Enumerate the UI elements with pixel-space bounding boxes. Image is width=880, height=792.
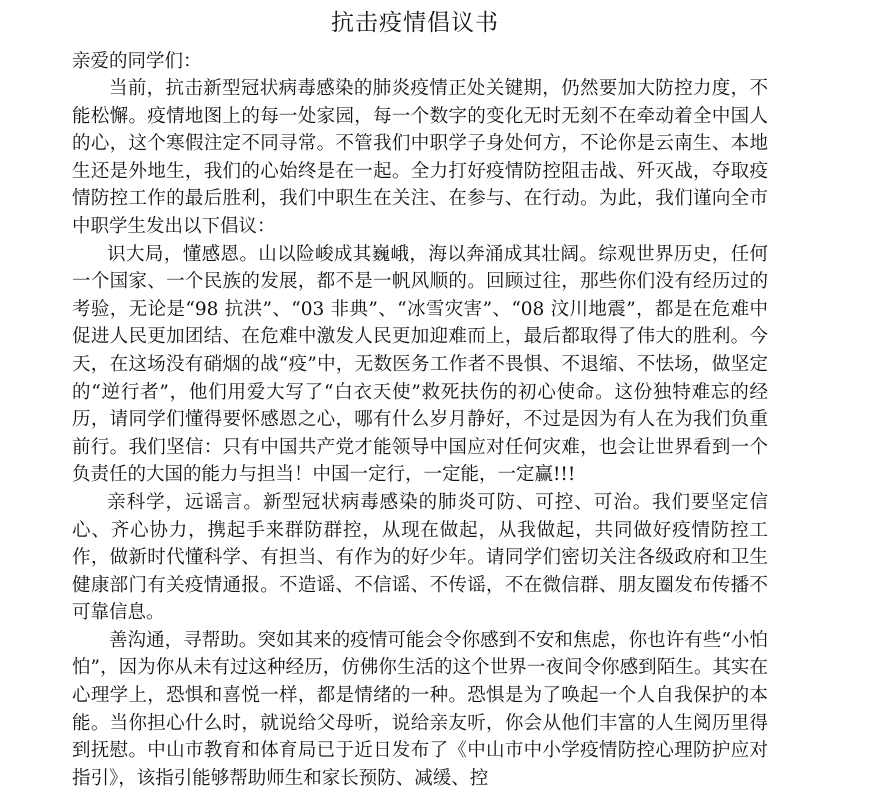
salutation: 亲爱的同学们： — [72, 51, 202, 72]
paragraph-science: 亲科学，远谣言。新型冠状病毒感染的肺炎可防、可控、可治。我们要坚定信心、齐心协力，携起手来群防群控，从现在做起，从我做起，共同做好疫情防控工作，做新时代懂科学、有担当、有作为的好少年。请同学们密切关注各级政府和卫生健康部门有关疫情通报。不造谣、不信谣、不传谣，不在微信群、朋友圈发布传播不可靠信息。 — [72, 491, 768, 624]
document-title: 抗击疫情倡议书 — [331, 10, 499, 36]
paragraph-intro: 当前，抗击新型冠状病毒感染的肺炎疫情正处关键期，仍然要加大防控力度，不能松懈。疫情地图上的每一处家园，每一个数字的变化无时无刻不在牵动着全中国人的心，这个寒假注定不同寻常。不管我们中职学子身处何方，不论你是云南生、本地生还是外地生，我们的心始终是在一起。全力打好疫情防控阻击战、歼灭战，夺取疫情防控工作的最后胜利，我们中职生在关注、在参与、在行动。为此，我们谨向全市中职学生发出以下倡议： — [72, 78, 768, 237]
paragraph-gratitude: 识大局，懂感恩。山以险峻成其巍峨，海以奔涌成其壮阔。综观世界历史，任何一个国家、一个民族的发展，都不是一帆风顺的。回顾过往，那些你们没有经历过的考验，无论是“98 抗洪”、“03 非典”、“冰雪灾害”、“08 汶川地震”，都是在危难中促进人民更加团结、在危难中激发人民更加迎难而上，最后都取得了伟大的胜利。今天，在这场没有硝烟的战“疫”中，无数医务工作者不畏惧、不退缩、不怯场，做坚定的“逆行者”，他们用爱大写了“白衣天使”救死扶伤的初心使命。这份独特难忘的经历，请同学们懂得要怀感恩之心，哪有什么岁月静好，不过是因为有人在为我们负重前行。我们坚信：只有中国共产党才能领导中国应对任何灾难，也会让世界看到一个负责任的大国的能力与担当！中国一定行，一定能，一定赢!!! — [72, 243, 768, 486]
document-page — [72, 0, 768, 792]
paragraph-communication: 善沟通，寻帮助。突如其来的疫情可能会令你感到不安和焦虑，你也许有些“小怕怕”，因为你从未有过这种经历，仿佛你生活的这个世界一夜间令你感到陌生。其实在心理学上，恐惧和喜悦一样，都是情绪的一种。恐惧是为了唤起一个人自我保护的本能。当你担心什么时，就说给父母听，说给亲友听，你会从他们丰富的人生阅历里得到抚慰。中山市教育和体育局已于近日发布了《中山市中小学疫情防控心理防护应对指引》，该指引能够帮助师生和家长预防、减缓、控 — [72, 629, 768, 789]
